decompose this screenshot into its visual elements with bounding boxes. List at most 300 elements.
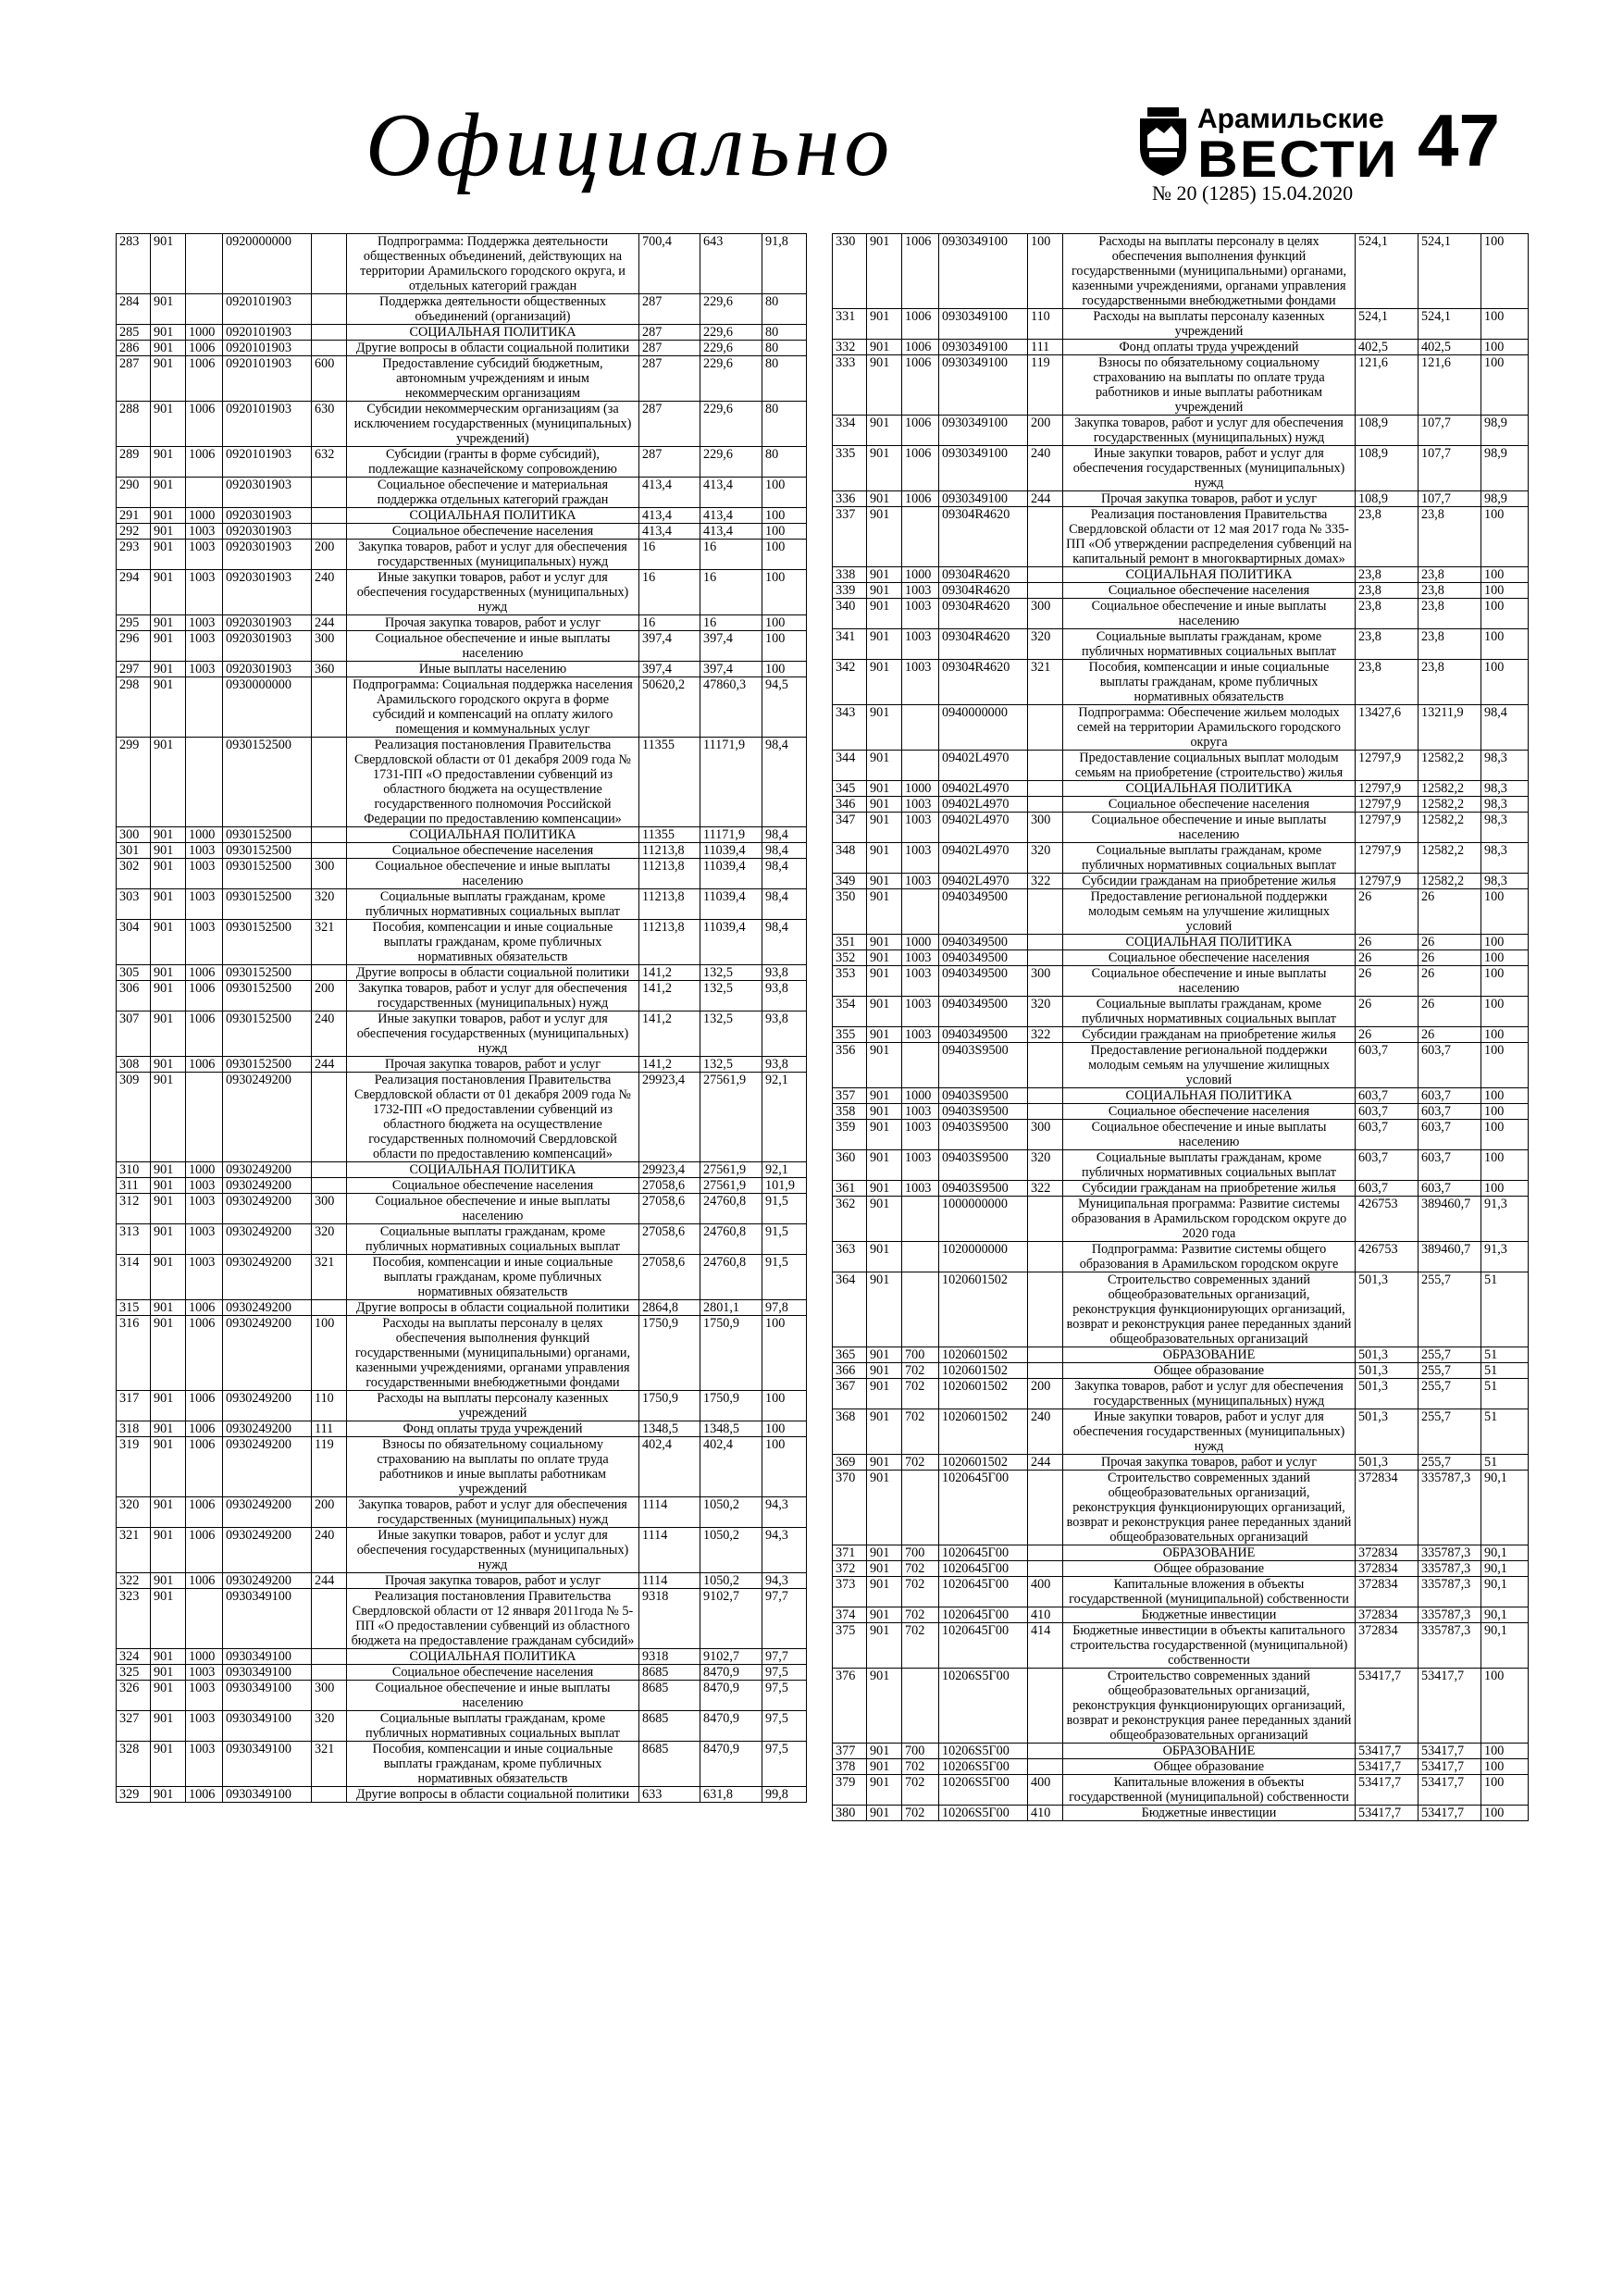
table-row [833,1104,1529,1120]
expense-type: 320 [1028,1150,1063,1181]
gr-code: 901 [867,1471,902,1545]
planned-amount: 11213,8 [639,859,700,889]
section-code: 1006 [186,965,223,981]
expense-type: 110 [312,1391,347,1421]
gr-code: 901 [151,1255,186,1300]
table-row [833,1471,1529,1545]
expense-type: 111 [1028,340,1063,355]
gr-code: 901 [867,997,902,1027]
row-description: Подпрограмма: Обеспечение жильем молодых семей на территории Арамильского городского округа [1063,705,1356,751]
table-row [833,1363,1529,1379]
actual-amount: 335787,3 [1419,1623,1481,1669]
actual-amount: 27561,9 [700,1162,762,1178]
target-code: 0930249200 [223,1316,312,1391]
target-code: 0930249200 [223,1300,312,1316]
target-code: 0920101903 [223,402,312,447]
table-row [117,1073,807,1162]
row-description: Другие вопросы в области социальной политики [347,341,639,356]
percent: 94,3 [762,1497,807,1528]
row-number: 366 [833,1363,867,1379]
expense-type: 300 [312,1681,347,1711]
section-code: 1003 [186,524,223,540]
planned-amount: 372834 [1356,1607,1419,1623]
percent: 100 [762,1437,807,1497]
row-description: Закупка товаров, работ и услуг для обеспечения государственных (муниципальных) нужд [1063,416,1356,446]
target-code: 0930152500 [223,1011,312,1057]
percent: 100 [762,631,807,662]
target-code: 0930152500 [223,889,312,920]
row-description: Социальные выплаты гражданам, кроме публичных нормативных социальных выплат [1063,997,1356,1027]
percent: 100 [1481,309,1529,340]
planned-amount: 1114 [639,1497,700,1528]
row-number: 305 [117,965,151,981]
actual-amount: 413,4 [700,478,762,508]
target-code: 0920301903 [223,478,312,508]
expense-type [312,325,347,341]
gr-code: 901 [151,570,186,615]
actual-amount: 229,6 [700,356,762,402]
actual-amount: 8470,9 [700,1665,762,1681]
actual-amount: 23,8 [1419,567,1481,583]
row-description: ОБРАЗОВАНИЕ [1063,1744,1356,1759]
planned-amount: 12797,9 [1356,843,1419,874]
section-code: 1003 [186,540,223,570]
target-code: 10206S5Г00 [939,1775,1028,1806]
row-description: Пособия, компенсации и иные социальные выплаты гражданам, кроме публичных нормативных обязательств [347,1742,639,1787]
percent: 51 [1481,1363,1529,1379]
planned-amount: 2864,8 [639,1300,700,1316]
gr-code: 901 [867,1242,902,1272]
planned-amount: 121,6 [1356,355,1419,416]
target-code: 0940349500 [939,1027,1028,1043]
section-code: 1006 [186,1300,223,1316]
percent: 100 [762,570,807,615]
table-row [117,478,807,508]
gr-code: 901 [151,1437,186,1497]
gr-code: 901 [867,1120,902,1150]
target-code: 1020601502 [939,1379,1028,1409]
table-row [117,447,807,478]
planned-amount: 12797,9 [1356,797,1419,813]
percent: 80 [762,341,807,356]
table-row [117,1528,807,1573]
planned-amount: 26 [1356,889,1419,935]
row-description: Субсидии некоммерческим организациям (за исключением государственных (муниципальных) учреждений) [347,402,639,447]
section-code: 702 [902,1409,939,1455]
row-number: 316 [117,1316,151,1391]
gr-code: 901 [151,1391,186,1421]
percent: 100 [1481,629,1529,660]
gr-code: 901 [151,981,186,1011]
percent: 92,1 [762,1073,807,1162]
expense-type [1028,1471,1063,1545]
section-code: 1000 [902,935,939,950]
expense-type: 200 [312,1497,347,1528]
gr-code: 901 [151,827,186,843]
actual-amount: 397,4 [700,662,762,677]
target-code: 0930152500 [223,827,312,843]
gr-code: 901 [867,751,902,781]
table-row [833,950,1529,966]
row-number: 311 [117,1178,151,1194]
row-number: 318 [117,1421,151,1437]
row-description: Предоставление субсидий бюджетным, автономным учреждениям и иным некоммерческим организациям [347,356,639,402]
row-number: 337 [833,507,867,567]
section-code: 702 [902,1806,939,1821]
row-number: 328 [117,1742,151,1787]
section-code: 1000 [186,325,223,341]
target-code: 09402L4970 [939,781,1028,797]
planned-amount: 11213,8 [639,843,700,859]
table-row [833,813,1529,843]
actual-amount: 121,6 [1419,355,1481,416]
actual-amount: 11171,9 [700,827,762,843]
percent: 51 [1481,1347,1529,1363]
percent: 93,8 [762,1057,807,1073]
row-number: 330 [833,234,867,309]
row-number: 333 [833,355,867,416]
percent: 91,8 [762,234,807,294]
coat-of-arms-icon [1136,107,1190,178]
actual-amount: 12582,2 [1419,874,1481,889]
expense-type [1028,781,1063,797]
gr-code: 901 [151,1011,186,1057]
row-description: СОЦИАЛЬНАЯ ПОЛИТИКА [1063,567,1356,583]
target-code: 0930249200 [223,1421,312,1437]
percent: 100 [762,1316,807,1391]
percent: 100 [1481,1181,1529,1197]
row-description: Строительство современных зданий общеобразовательных организаций, реконструкция функционирующих организаций, возврат и реконструкция ранее переданных зданий общеобразовательных организаций [1063,1669,1356,1744]
planned-amount: 501,3 [1356,1363,1419,1379]
row-description: Предоставление региональной поддержки молодым семьям на улучшение жилищных условий [1063,1043,1356,1088]
table-row [833,491,1529,507]
target-code: 09402L4970 [939,843,1028,874]
planned-amount: 26 [1356,997,1419,1027]
actual-amount: 9102,7 [700,1589,762,1649]
section-code [902,1197,939,1242]
target-code: 1020645Г00 [939,1561,1028,1577]
planned-amount: 413,4 [639,508,700,524]
expense-type: 321 [312,1742,347,1787]
row-description: Социальное обеспечение и иные выплаты населению [347,859,639,889]
percent: 100 [762,1391,807,1421]
table-row [117,341,807,356]
row-number: 353 [833,966,867,997]
section-code [902,889,939,935]
target-code: 09402L4970 [939,797,1028,813]
section-code [902,1242,939,1272]
gr-code: 901 [867,1561,902,1577]
row-description: Фонд оплаты труда учреждений [1063,340,1356,355]
section-code: 1006 [186,447,223,478]
expense-type: 360 [312,662,347,677]
percent: 101,9 [762,1178,807,1194]
target-code: 0920000000 [223,234,312,294]
actual-amount: 12582,2 [1419,751,1481,781]
table-row [117,1573,807,1589]
target-code: 0930349100 [939,340,1028,355]
row-number: 312 [117,1194,151,1224]
target-code: 0930152500 [223,859,312,889]
target-code: 0930349100 [223,1665,312,1681]
target-code: 0930349100 [223,1742,312,1787]
row-description: Социальное обеспечение и иные выплаты населению [1063,813,1356,843]
table-row [117,1787,807,1803]
section-code: 1003 [186,1224,223,1255]
row-description: Закупка товаров, работ и услуг для обеспечения государственных (муниципальных) нужд [347,981,639,1011]
percent: 100 [1481,935,1529,950]
target-code: 10206S5Г00 [939,1669,1028,1744]
row-number: 324 [117,1649,151,1665]
table-row [117,1681,807,1711]
gr-code: 901 [867,1577,902,1607]
actual-amount: 23,8 [1419,583,1481,599]
row-number: 289 [117,447,151,478]
actual-amount: 11039,4 [700,920,762,965]
expense-type: 321 [312,920,347,965]
row-number: 302 [117,859,151,889]
percent: 100 [1481,1775,1529,1806]
planned-amount: 397,4 [639,662,700,677]
row-description: Пособия, компенсации и иные социальные выплаты гражданам, кроме публичных нормативных обязательств [347,1255,639,1300]
table-row [833,1272,1529,1347]
gr-code: 901 [151,615,186,631]
planned-amount: 633 [639,1787,700,1803]
expense-type: 100 [1028,234,1063,309]
target-code: 0930249200 [223,1194,312,1224]
target-code: 0930249200 [223,1528,312,1573]
table-row [833,355,1529,416]
target-code: 0920101903 [223,294,312,325]
row-number: 338 [833,567,867,583]
actual-amount: 255,7 [1419,1272,1481,1347]
actual-amount: 11039,4 [700,859,762,889]
percent: 80 [762,447,807,478]
row-number: 299 [117,738,151,827]
planned-amount: 23,8 [1356,507,1419,567]
percent: 98,3 [1481,781,1529,797]
table-row [833,309,1529,340]
table-row [117,1437,807,1497]
section-code: 1006 [186,1316,223,1391]
expense-type [1028,1545,1063,1561]
gr-code: 901 [151,478,186,508]
table-row [117,827,807,843]
gr-code: 901 [867,1272,902,1347]
row-description: Социальное обеспечение населения [347,524,639,540]
row-description: Социальное обеспечение населения [347,1178,639,1194]
section-code: 1006 [186,1421,223,1437]
row-description: ОБРАЗОВАНИЕ [1063,1545,1356,1561]
expense-type: 632 [312,447,347,478]
planned-amount: 413,4 [639,524,700,540]
row-description: Иные закупки товаров, работ и услуг для обеспечения государственных (муниципальных) нужд [347,1528,639,1573]
expense-type: 200 [1028,1379,1063,1409]
target-code: 09403S9500 [939,1104,1028,1120]
row-number: 309 [117,1073,151,1162]
target-code: 1020645Г00 [939,1607,1028,1623]
section-code: 1006 [186,1057,223,1073]
table-row [117,1316,807,1391]
row-description: Закупка товаров, работ и услуг для обеспечения государственных (муниципальных) нужд [347,1497,639,1528]
gr-code: 901 [867,446,902,491]
table-row [117,615,807,631]
actual-amount: 1050,2 [700,1497,762,1528]
row-description: Социальное обеспечение населения [1063,1104,1356,1120]
row-description: Социальное обеспечение и иные выплаты населению [347,1194,639,1224]
gr-code: 901 [151,1497,186,1528]
row-description: Взносы по обязательному социальному страхованию на выплаты по оплате труда работников и иные выплаты работникам учреждений [1063,355,1356,416]
planned-amount: 287 [639,325,700,341]
target-code: 0940349500 [939,935,1028,950]
planned-amount: 27058,6 [639,1194,700,1224]
expense-type: 320 [1028,629,1063,660]
row-description: Социальные выплаты гражданам, кроме публичных нормативных социальных выплат [1063,1150,1356,1181]
section-code: 1003 [902,966,939,997]
section-code: 1006 [186,1497,223,1528]
target-code: 0930349100 [939,355,1028,416]
expense-type [1028,797,1063,813]
actual-amount: 1050,2 [700,1528,762,1573]
row-description: Предоставление региональной поддержки молодым семьям на улучшение жилищных условий [1063,889,1356,935]
row-number: 370 [833,1471,867,1545]
expense-type [312,827,347,843]
table-row [833,507,1529,567]
gr-code: 901 [867,416,902,446]
expense-type: 200 [312,981,347,1011]
actual-amount: 8470,9 [700,1711,762,1742]
row-number: 290 [117,478,151,508]
gr-code: 901 [867,507,902,567]
expense-type: 240 [312,570,347,615]
actual-amount: 603,7 [1419,1088,1481,1104]
percent: 100 [1481,1120,1529,1150]
target-code: 0930249200 [223,1255,312,1300]
row-description: Закупка товаров, работ и услуг для обеспечения государственных (муниципальных) нужд [347,540,639,570]
actual-amount: 132,5 [700,981,762,1011]
actual-amount: 132,5 [700,965,762,981]
gr-code: 901 [867,1409,902,1455]
expense-type: 320 [312,889,347,920]
gr-code: 901 [151,341,186,356]
target-code: 10206S5Г00 [939,1806,1028,1821]
row-description: Бюджетные инвестиции [1063,1607,1356,1623]
budget-table-left [116,233,807,1803]
planned-amount: 16 [639,570,700,615]
percent: 100 [762,478,807,508]
gr-code: 901 [867,1197,902,1242]
target-code: 1020601502 [939,1347,1028,1363]
section-code: 702 [902,1759,939,1775]
planned-amount: 23,8 [1356,599,1419,629]
row-description: Реализация постановления Правительства Свердловской области от 12 мая 2017 года № 335-ПП «Об утверждении распределения субвенций на капитальный ремонт в многоквартирных домах» [1063,507,1356,567]
table-row [117,889,807,920]
expense-type: 321 [312,1255,347,1300]
planned-amount: 1750,9 [639,1316,700,1391]
actual-amount: 107,7 [1419,446,1481,491]
expense-type [312,508,347,524]
percent: 98,4 [762,843,807,859]
table-row [117,294,807,325]
gr-code: 901 [867,355,902,416]
actual-amount: 603,7 [1419,1181,1481,1197]
section-code: 1003 [902,1027,939,1043]
expense-type: 244 [1028,1455,1063,1471]
table-row [833,1561,1529,1577]
table-row [117,1421,807,1437]
row-number: 308 [117,1057,151,1073]
planned-amount: 8685 [639,1665,700,1681]
planned-amount: 1348,5 [639,1421,700,1437]
table-row [833,1347,1529,1363]
planned-amount: 524,1 [1356,234,1419,309]
section-code: 1003 [186,615,223,631]
section-code: 1003 [186,1681,223,1711]
target-code: 1020601502 [939,1409,1028,1455]
expense-type: 119 [312,1437,347,1497]
gr-code: 901 [867,797,902,813]
expense-type [1028,1347,1063,1363]
expense-type [312,234,347,294]
actual-amount: 26 [1419,997,1481,1027]
percent: 97,7 [762,1649,807,1665]
gr-code: 901 [867,340,902,355]
planned-amount: 108,9 [1356,491,1419,507]
gr-code: 901 [867,781,902,797]
actual-amount: 335787,3 [1419,1577,1481,1607]
expense-type: 111 [312,1421,347,1437]
gr-code: 901 [867,1806,902,1821]
row-description: Другие вопросы в области социальной политики [347,1787,639,1803]
row-description: Социальное обеспечение населения [1063,583,1356,599]
actual-amount: 1348,5 [700,1421,762,1437]
section-code: 702 [902,1561,939,1577]
table-row [117,1011,807,1057]
target-code: 0920301903 [223,540,312,570]
table-row [833,1806,1529,1821]
section-code: 1003 [902,843,939,874]
gr-code: 901 [867,234,902,309]
expense-type [1028,751,1063,781]
expense-type: 410 [1028,1806,1063,1821]
row-number: 344 [833,751,867,781]
percent: 97,5 [762,1742,807,1787]
section-code: 1006 [902,416,939,446]
table-row [117,859,807,889]
expense-type [312,965,347,981]
table-row [117,1742,807,1787]
expense-type [1028,567,1063,583]
percent: 98,9 [1481,446,1529,491]
actual-amount: 402,5 [1419,340,1481,355]
percent: 100 [1481,966,1529,997]
target-code: 0920101903 [223,341,312,356]
section-code: 1003 [186,889,223,920]
row-number: 288 [117,402,151,447]
expense-type: 244 [312,615,347,631]
row-description: Социальные выплаты гражданам, кроме публичных нормативных социальных выплат [347,1224,639,1255]
row-number: 343 [833,705,867,751]
row-description: Расходы на выплаты персоналу казенных учреждений [347,1391,639,1421]
percent: 98,4 [762,859,807,889]
expense-type [312,1162,347,1178]
actual-amount: 8470,9 [700,1681,762,1711]
table-row [833,781,1529,797]
actual-amount: 27561,9 [700,1178,762,1194]
table-row [117,1665,807,1681]
percent: 98,4 [762,827,807,843]
target-code: 0930152500 [223,843,312,859]
